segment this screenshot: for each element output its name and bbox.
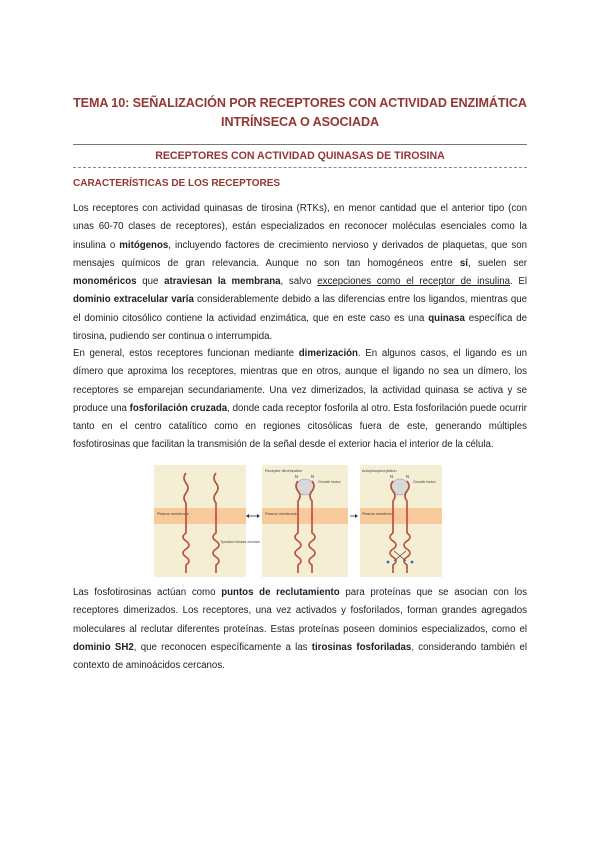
- p3-bold-3: tirosinas fosforiladas: [311, 641, 412, 653]
- panel-1-membrane-label: Plasma membrane: [157, 512, 189, 516]
- panel-2-header: Receptor dimerization: [265, 469, 302, 473]
- p1-bold-5: dominio extracelular varía: [73, 294, 194, 306]
- panel-3-membrane: [360, 508, 442, 524]
- panel-3-phosphate-right: [411, 561, 414, 564]
- p1-bold-1: mitógenos: [119, 239, 169, 251]
- p1-bold-2: sí: [459, 257, 468, 269]
- panel-2-membrane: [262, 508, 348, 524]
- panel-2-membrane-label: Plasma membrane: [265, 512, 297, 516]
- panel-3-header: Autophosphorylation: [362, 469, 397, 473]
- p1-bold-6: quinasa: [428, 312, 465, 324]
- paragraph-1: [73, 200, 527, 346]
- panel-2-ligand-label: Growth factor: [318, 480, 341, 484]
- p1-text-3: , suelen ser: [467, 257, 527, 269]
- p1-text-1: Los receptores con actividad quinasas de tirosina (RTKs), en menor cantidad que el anterior tipo (con unas 60-70 clases de receptores), están especializados en reconocer moléculas esenciales como la insulina o: [73, 203, 527, 251]
- figure-svg: [154, 465, 442, 577]
- p3-text-4: , considerando también el contexto de aminoácidos cercanos.: [73, 641, 527, 672]
- title-line-2: INTRÍNSECA O ASOCIADA: [221, 115, 379, 129]
- subheading: CARACTERÍSTICAS DE LOS RECEPTORES: [73, 178, 281, 189]
- p1-bold-4: atraviesan la membrana: [164, 276, 281, 288]
- figure-panel-3: [360, 465, 442, 577]
- p2-text-1: En general, estos receptores funcionan mediante: [73, 348, 299, 359]
- arrow-1: [246, 514, 260, 518]
- p1-text-2: , incluyendo factores de crecimiento nervioso y derivados de plaquetas, que son mensajes químicos de gran relevancia. Aunque no son tan homogéneos entre: [73, 239, 527, 269]
- panel-1-kinase-label: Tyrosine kinase domain: [220, 540, 260, 544]
- p1-text-6: . El: [510, 276, 528, 288]
- p1-bold-3: monoméricos: [73, 276, 137, 288]
- p1-text-7: considerablemente debido a las diferencias entre los ligandos, mientras que el dominio citosólico contiene la actividad enzimática, que en este caso es una: [73, 294, 527, 324]
- p3-text-2: para proteínas que se asocian con los receptores dimerizados. Los receptores, una vez activados y fosforilados, forman grandes agregados moleculares al reclutar diferentes proteínas. Estas proteínas poseen dominios especializados, como el: [73, 587, 527, 635]
- p1-text-8: específica de tirosina, pudiendo ser continua o interrumpida.: [73, 312, 527, 343]
- p3-bold-1: puntos de reclutamiento: [221, 587, 340, 598]
- p2-bold-1: dimerización: [298, 348, 358, 359]
- panel-3-n-right: N: [406, 474, 410, 479]
- document-title: [60, 94, 540, 132]
- section-rule-top: [73, 144, 527, 145]
- p3-text-3: , que reconocen específicamente a las: [133, 641, 312, 653]
- figure-panel-1: [154, 465, 260, 577]
- p3-text-1: Las fosfotirosinas actúan como: [73, 587, 222, 598]
- panel-1-membrane: [154, 508, 246, 524]
- p2-text-3: , donde cada receptor fosforila al otro. Esta fosforilación puede ocurrir tanto en el centro catalítico como en regiones citosólicas fuera de este, generando múltiples fosfotirosinas que facilitan la transmisión de la señal desde el exterior hacia el interior de la célula.: [73, 402, 527, 451]
- section-rule-bottom: [73, 167, 527, 168]
- arrow-2: [350, 514, 358, 518]
- panel-3-n-left: N: [390, 474, 394, 479]
- panel-3-membrane-label: Plasma membrane: [362, 512, 394, 516]
- title-line-1: TEMA 10: SEÑALIZACIÓN POR RECEPTORES CON ACTIVIDAD ENZIMÁTICA: [73, 96, 527, 110]
- panel-2-n-left: N: [295, 474, 299, 479]
- panel-2-n-right: N: [311, 474, 315, 479]
- paragraph-3: [73, 584, 527, 675]
- p1-underline-1: excepciones como el receptor de insulina: [317, 276, 511, 288]
- section-title: RECEPTORES CON ACTIVIDAD QUINASAS DE TIROSINA: [155, 150, 445, 162]
- panel-3-ligand-label: Growth factor: [413, 480, 436, 484]
- rtk-dimerization-figure: [154, 465, 442, 577]
- p1-text-4: que: [136, 276, 165, 288]
- p2-text-2: . En algunos casos, el ligando es un dímero que aproxima los receptores, mientras que en otros, aunque el ligando no sea un dímero, los receptores se emparejan secundariamente. Una vez dimerizados, la actividad quinasa se activa y se produce una: [73, 348, 528, 414]
- p2-bold-2: fosforilación cruzada: [129, 402, 228, 414]
- p1-text-5: , salvo: [280, 276, 318, 288]
- figure-panel-2: [262, 465, 348, 577]
- paragraph-2: [73, 345, 527, 455]
- p3-bold-2: dominio SH2: [73, 641, 134, 653]
- panel-3-phosphate-left: [387, 561, 390, 564]
